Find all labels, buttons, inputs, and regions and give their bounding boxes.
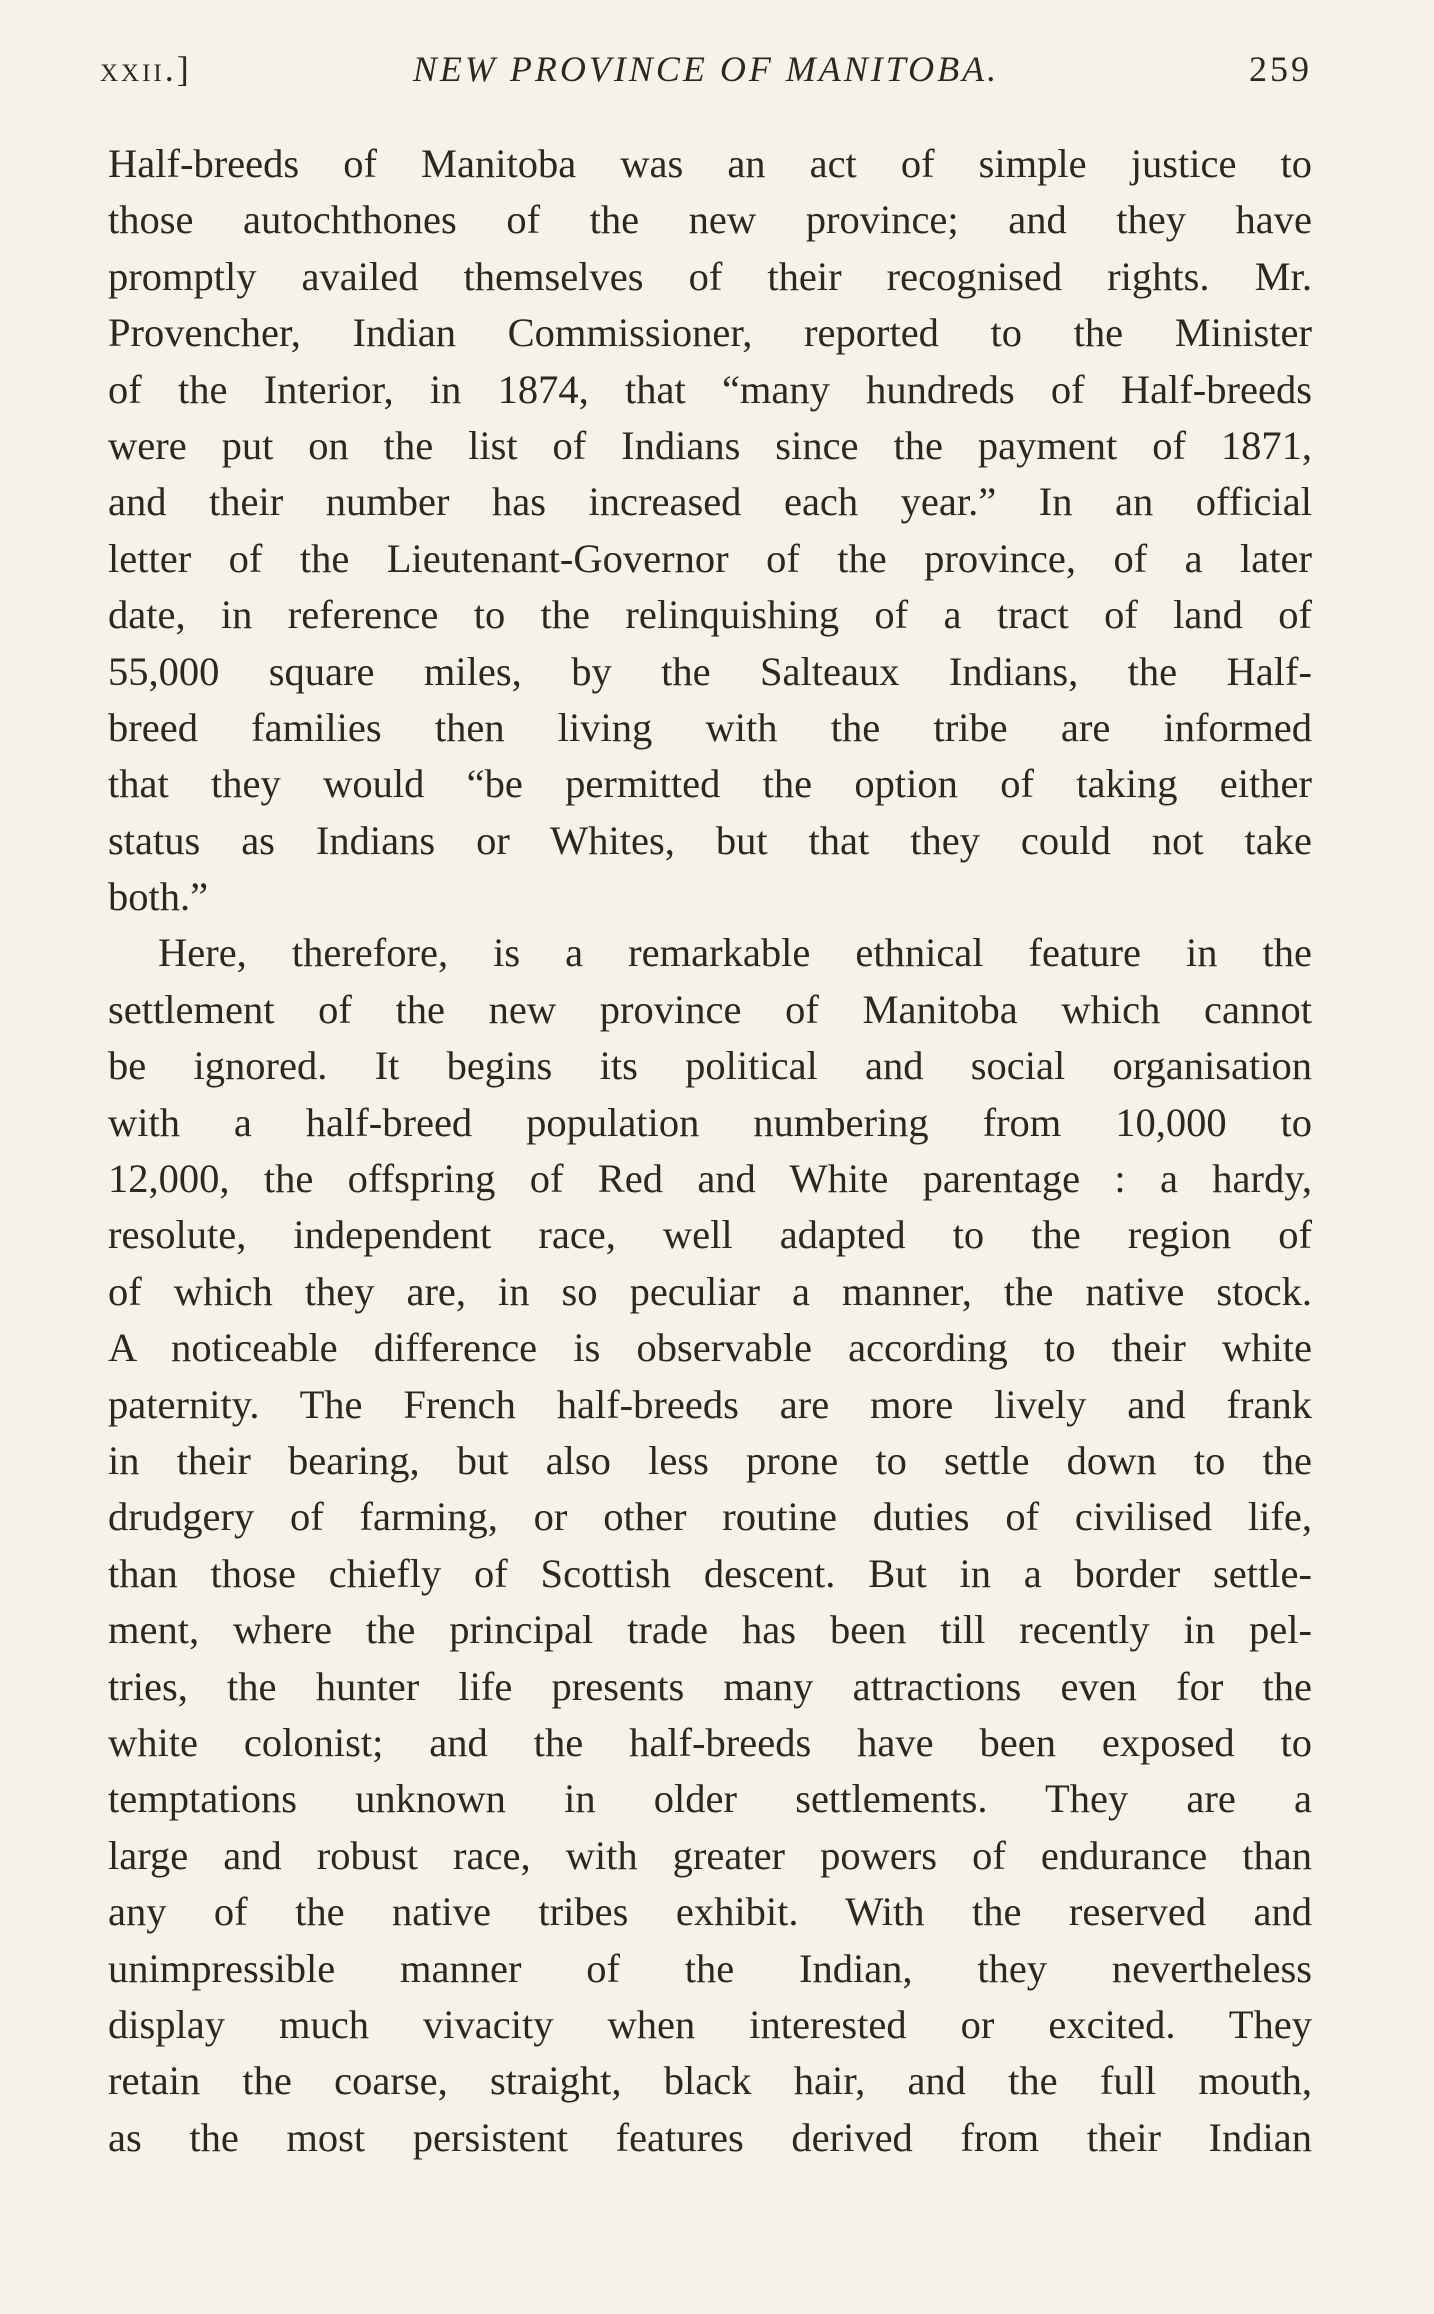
text-line: A noticeable difference is observable according to their white <box>108 1325 1312 1371</box>
text-line: be ignored. It begins its political and social organisation <box>108 1043 1312 1089</box>
text-line: both.” <box>108 874 209 920</box>
text-line: 12,000, the offspring of Red and White parentage : a hardy, <box>108 1156 1312 1202</box>
text-line: promptly availed themselves of their recognised rights. Mr. <box>108 253 1312 299</box>
text-line: temptations unknown in older settlements. They are a <box>108 1776 1312 1822</box>
text-line: of the Interior, in 1874, that “many hundreds of Half-breeds <box>108 366 1312 412</box>
text-line: letter of the Lieutenant-Governor of the province, of a later <box>108 535 1312 581</box>
text-line: any of the native tribes exhibit. With the reserved and <box>108 1889 1312 1935</box>
text-line: breed families then living with the tribe are informed <box>108 704 1312 750</box>
text-line: status as Indians or Whites, but that they could not take <box>108 817 1312 863</box>
text-line: of which they are, in so peculiar a manner, the native stock. <box>108 1268 1312 1314</box>
text-line: than those chiefly of Scottish descent. But in a border settle- <box>108 1550 1312 1596</box>
body-text <box>108 136 1312 2166</box>
text-line: drudgery of farming, or other routine duties of civilised life, <box>108 1494 1312 1540</box>
text-line: in their bearing, but also less prone to settle down to the <box>108 1437 1312 1483</box>
chapter-number: xxii.] <box>100 49 192 89</box>
text-line: with a half-breed population numbering from 10,000 to <box>108 1099 1312 1145</box>
text-line: as the most persistent features derived from their Indian <box>108 2114 1312 2160</box>
text-line: paternity. The French half-breeds are more lively and frank <box>108 1381 1312 1427</box>
running-head <box>100 42 1312 102</box>
text-line: that they would “be permitted the option of taking either <box>108 761 1312 807</box>
text-line: retain the coarse, straight, black hair, and the full mouth, <box>108 2058 1312 2104</box>
text-line: unimpressible manner of the Indian, they nevertheless <box>108 1945 1312 1991</box>
text-line: ment, where the principal trade has been till recently in pel- <box>108 1607 1312 1653</box>
text-line: large and robust race, with greater powers of endurance than <box>108 1832 1312 1878</box>
page-number: 259 <box>1249 49 1312 89</box>
text-line: those autochthones of the new province; and they have <box>108 197 1312 243</box>
text-line: and their number has increased each year.” In an official <box>108 479 1312 525</box>
running-title: NEW PROVINCE OF MANITOBA. <box>412 49 1000 89</box>
text-line: were put on the list of Indians since the payment of 1871, <box>108 422 1312 468</box>
text-line: tries, the hunter life presents many attractions even for the <box>108 1663 1312 1709</box>
text-line: display much vivacity when interested or excited. They <box>108 2001 1312 2047</box>
text-line: Half-breeds of Manitoba was an act of simple justice to <box>108 141 1312 186</box>
text-line: resolute, independent race, well adapted to the region of <box>108 1212 1312 1258</box>
text-line: Provencher, Indian Commissioner, reported to the Minister <box>108 310 1312 356</box>
text-line: date, in reference to the relinquishing of a tract of land of <box>108 592 1312 638</box>
text-line: Here, therefore, is a remarkable ethnical feature in the <box>158 930 1312 976</box>
text-line: white colonist; and the half-breeds have been exposed to <box>108 1719 1312 1765</box>
text-line: 55,000 square miles, by the Salteaux Indians, the Half- <box>108 648 1312 694</box>
text-line: settlement of the new province of Manitoba which cannot <box>108 986 1312 1032</box>
